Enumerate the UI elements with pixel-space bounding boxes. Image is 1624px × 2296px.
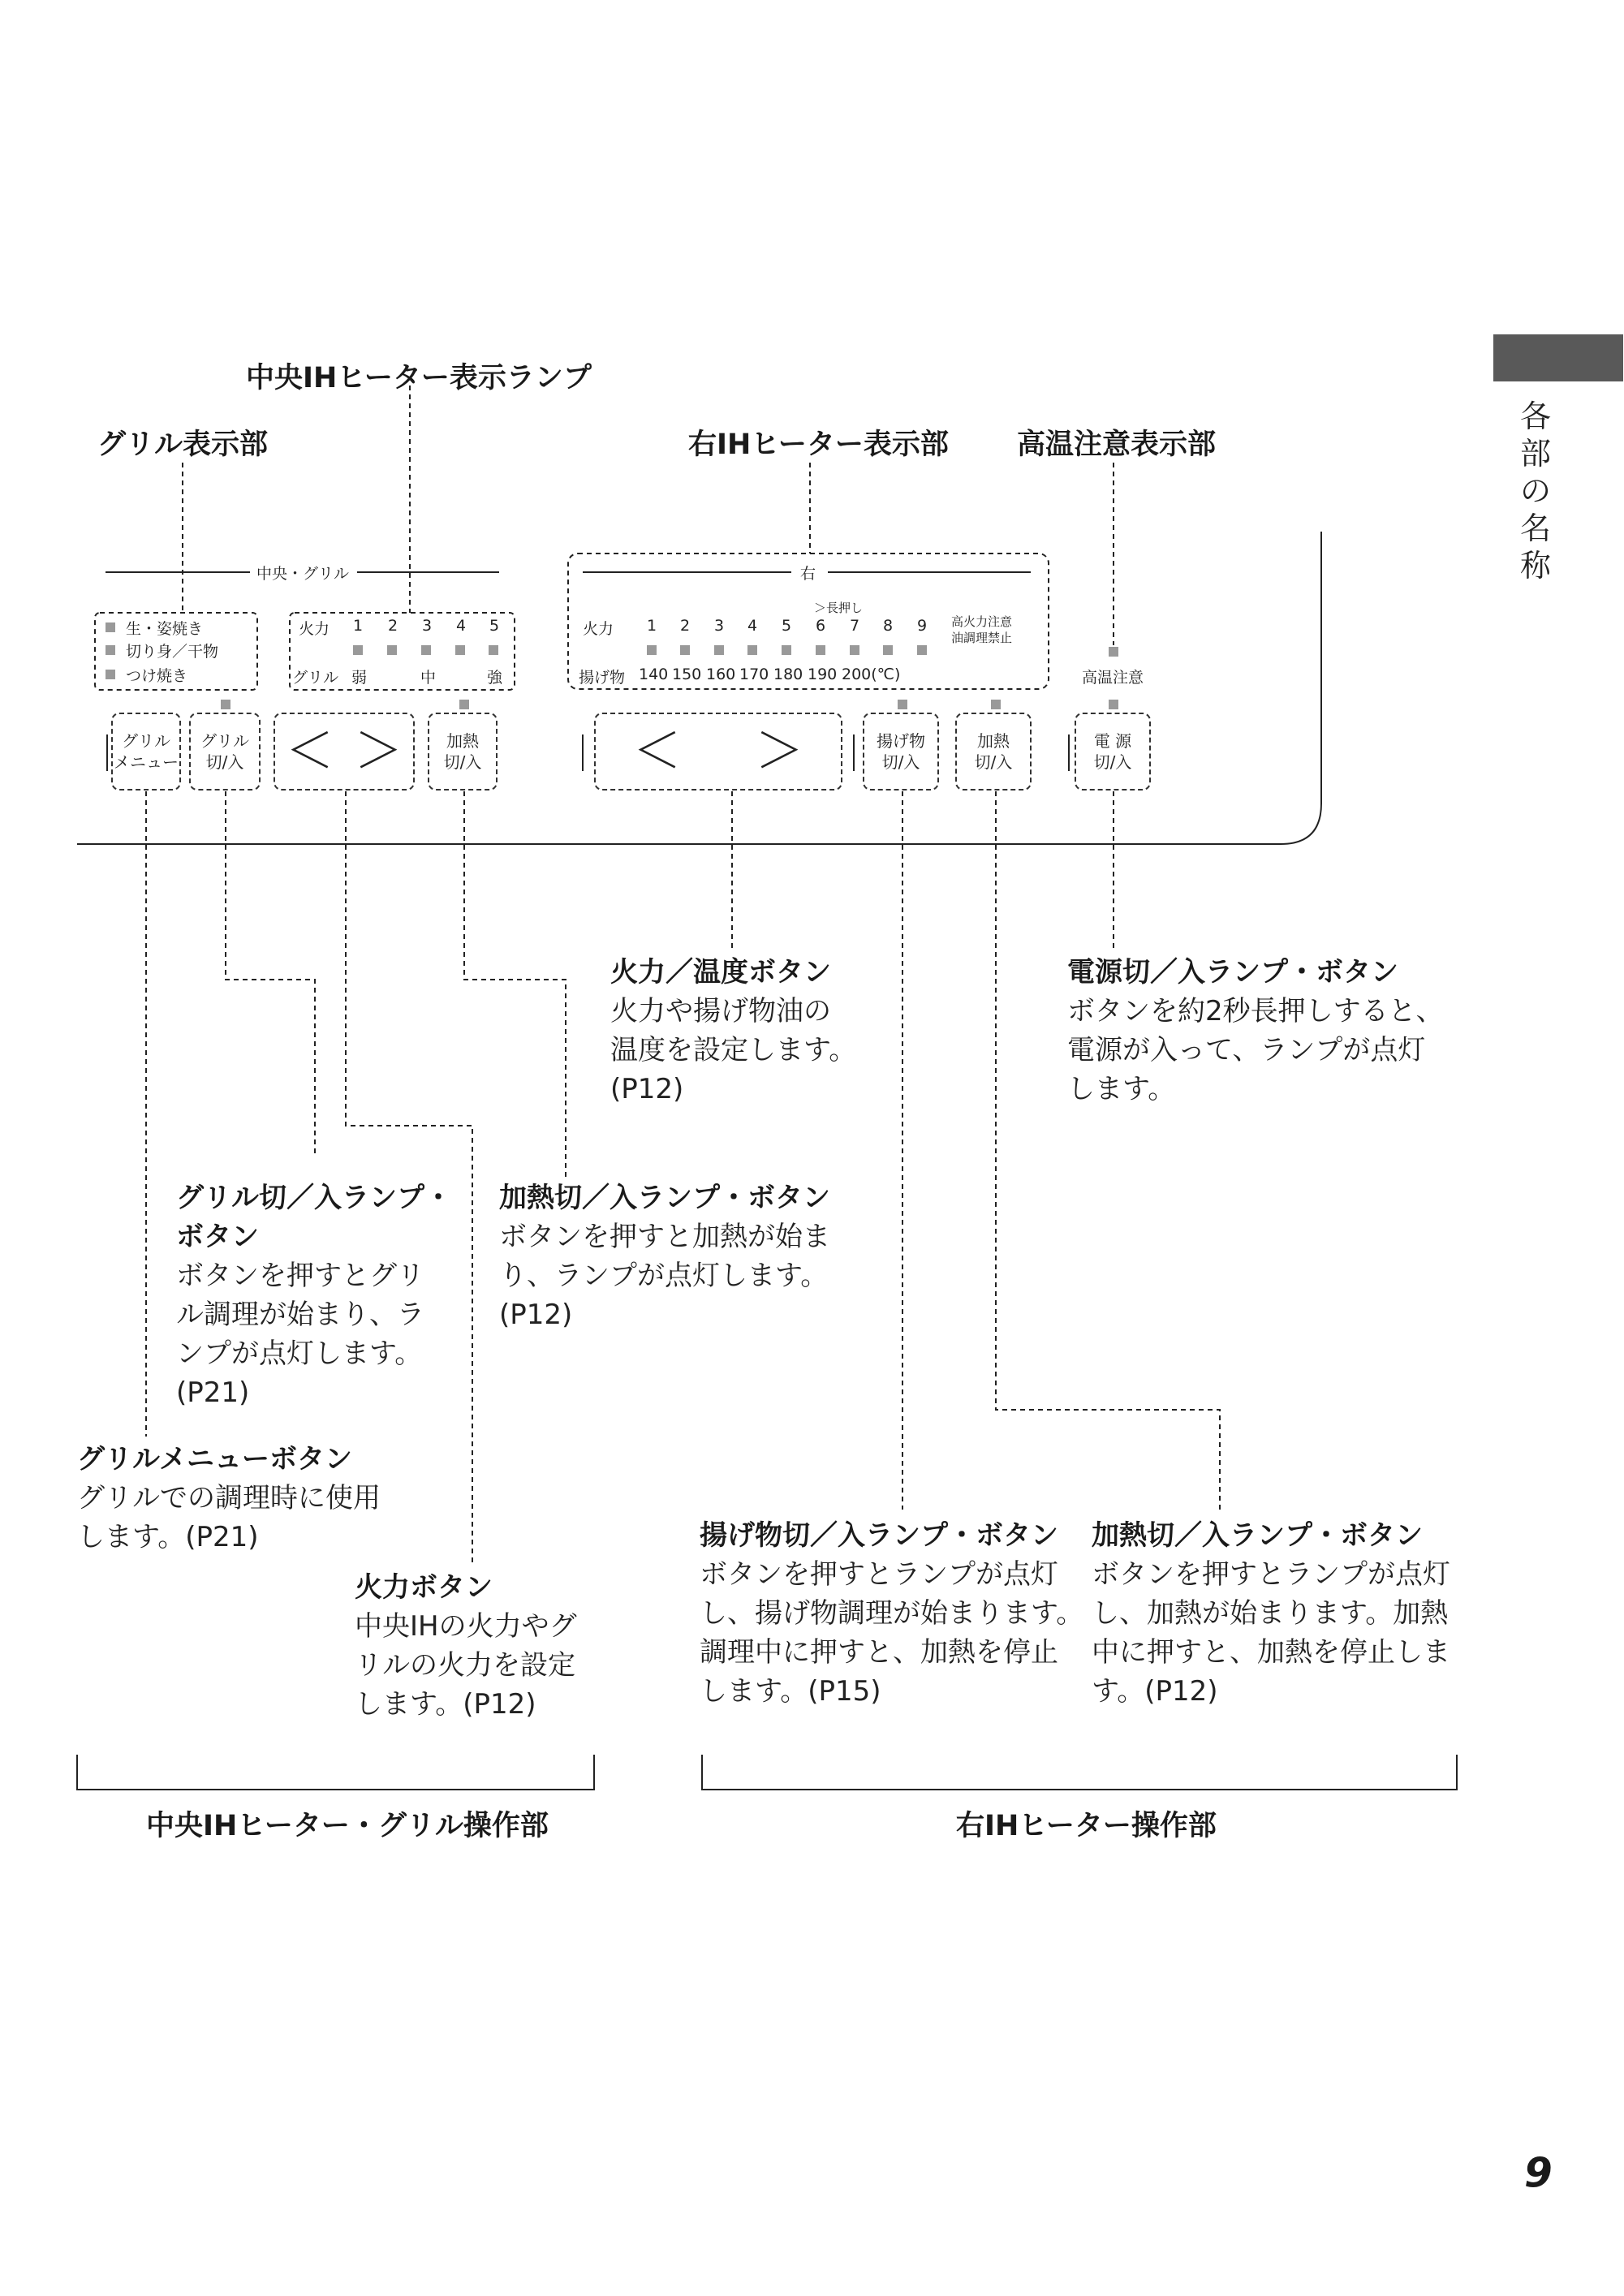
right-power-lamp (647, 645, 657, 655)
center-power-level: 2 (388, 617, 398, 635)
right-power-lamp (917, 645, 927, 655)
right-warning-1: 高火力注意 (951, 614, 1013, 629)
page-number: 9 (1524, 2149, 1553, 2196)
callout-text: 中央IHの火力やグ (355, 1610, 577, 1643)
power-lamp (1109, 700, 1118, 709)
right-power-lamp (816, 645, 825, 655)
callout-text: します。 (1067, 1073, 1176, 1105)
right-power-up-button[interactable]: ＞ (755, 723, 804, 780)
right-long-press: ＞長押し (814, 601, 864, 615)
center-power-buttons (274, 713, 415, 790)
callout-text: (P12) (499, 1299, 573, 1331)
callout-title: 加熱切／入ランプ・ボタン (499, 1182, 830, 1214)
callout-title: グリルメニューボタン (77, 1443, 352, 1475)
callout-text: します。(P12) (355, 1688, 536, 1721)
header-center-grill: 中央・グリル (256, 565, 350, 583)
grill-menu-item: つけ焼き (126, 667, 188, 685)
right-power-level: 6 (816, 617, 826, 635)
callout-text: します。(P21) (77, 1521, 259, 1553)
fry-on-off-button[interactable]: 揚げ物 切/入 (863, 713, 939, 790)
right-power-level: 5 (782, 617, 792, 635)
grill-lamp-1 (106, 622, 115, 632)
callout-grill-on-off (176, 1178, 452, 1412)
label-grill-display: グリル表示部 (97, 429, 269, 461)
center-heat-button[interactable]: 加熱 切/入 (428, 713, 498, 790)
callout-text: 火力や揚げ物油の (610, 995, 831, 1027)
right-power-level: 4 (747, 617, 758, 635)
right-power-level: 8 (883, 617, 894, 635)
callout-text: す。(P12) (1092, 1675, 1218, 1708)
bottom-label-right: 右IHヒーター操作部 (956, 1810, 1217, 1842)
callout-text: 電源が入って、ランプが点灯 (1067, 1034, 1426, 1066)
center-scale-grill: グリル (292, 669, 339, 687)
right-temp: 150 (672, 666, 702, 683)
right-power-lamp (747, 645, 757, 655)
center-heat-lamp (459, 700, 469, 709)
callout-text: (P21) (176, 1376, 250, 1409)
callout-text: 中に押すと、加熱を停止しま (1092, 1636, 1450, 1669)
right-power-level: 2 (680, 617, 691, 635)
callout-text: ボタンを押すとランプが点灯 (1092, 1558, 1450, 1591)
callout-text: (P12) (610, 1073, 684, 1105)
right-power-lamp (680, 645, 690, 655)
section-title-vertical: 各部の名称 (1519, 398, 1551, 584)
right-temp: 200(℃) (842, 666, 901, 683)
callout-fry-on-off (700, 1516, 1083, 1711)
callout-title: 火力ボタン (355, 1571, 493, 1604)
grill-menu-button[interactable]: グリル メニュー (111, 713, 181, 790)
label-high-temp-display: 高温注意表示部 (1017, 429, 1217, 461)
callout-text: り、ランプが点灯します。 (499, 1260, 829, 1292)
center-scale-strong: 強 (487, 669, 503, 687)
callout-text: します。(P15) (700, 1675, 881, 1708)
center-power-lamp (489, 645, 498, 655)
right-temp: 170 (739, 666, 769, 683)
center-power-level: 3 (422, 617, 433, 635)
callout-text: ボタンを押すとグリ (176, 1260, 424, 1292)
callout-power-temp (610, 953, 856, 1109)
right-temp: 160 (706, 666, 736, 683)
right-heat-button[interactable]: 加熱 切/入 (955, 713, 1032, 790)
center-power-lamp (353, 645, 363, 655)
callout-right-heat (1092, 1516, 1450, 1711)
right-fry-label: 揚げ物 (579, 669, 626, 687)
center-scale-weak: 弱 (351, 669, 368, 687)
label-right-ih-display: 右IHヒーター表示部 (688, 429, 949, 461)
callout-title: 火力／温度ボタン (610, 956, 831, 989)
callout-title: グリル切／入ランプ・ (176, 1182, 452, 1214)
callout-text: し、加熱が始まります。加熱 (1092, 1597, 1449, 1630)
center-power-label: 火力 (299, 620, 330, 638)
grill-on-off-button[interactable]: グリル 切/入 (189, 713, 261, 790)
high-temp-label: 高温注意 (1082, 669, 1144, 687)
grill-lamp-3 (106, 670, 115, 679)
callout-power-switch (1067, 953, 1444, 1109)
right-temp: 190 (808, 666, 838, 683)
right-temp: 140 (639, 666, 669, 683)
power-button[interactable]: 電 源 切/入 (1075, 713, 1151, 790)
high-temp-lamp (1109, 647, 1118, 657)
center-power-lamp (455, 645, 465, 655)
callout-title: ボタン (176, 1221, 259, 1253)
callout-text: し、揚げ物調理が始まります。 (700, 1597, 1084, 1630)
callout-text: 調理中に押すと、加熱を停止 (700, 1636, 1058, 1669)
right-power-level: 7 (850, 617, 860, 635)
callout-text: ボタンを約2秒長押しすると、 (1067, 995, 1444, 1027)
callout-text: ル調理が始まり、ラ (176, 1299, 424, 1331)
center-power-up-button[interactable]: ＞ (354, 723, 403, 780)
callout-text: グリルでの調理時に使用 (77, 1482, 381, 1514)
callout-power-button (355, 1568, 577, 1724)
grill-menu-item: 切り身／干物 (126, 643, 219, 661)
right-power-level: 9 (917, 617, 928, 635)
right-power-level: 1 (647, 617, 657, 635)
right-power-lamp (883, 645, 893, 655)
right-power-lamp (850, 645, 859, 655)
callout-text: ボタンを押すとランプが点灯 (700, 1558, 1058, 1591)
right-power-buttons (594, 713, 842, 790)
right-heat-lamp (991, 700, 1001, 709)
fry-on-off-lamp (898, 700, 907, 709)
right-power-lamp (714, 645, 724, 655)
label-center-ih-lamp: 中央IHヒーター表示ランプ (246, 362, 592, 394)
callout-text: 温度を設定します。 (610, 1034, 857, 1066)
callout-title: 電源切／入ランプ・ボタン (1067, 956, 1398, 989)
bottom-label-center: 中央IHヒーター・グリル操作部 (146, 1810, 549, 1842)
grill-lamp-2 (106, 645, 115, 655)
callout-grill-menu (77, 1440, 381, 1557)
center-power-lamp (387, 645, 397, 655)
right-temp: 180 (773, 666, 803, 683)
callout-text: リルの火力を設定 (355, 1649, 575, 1682)
grill-on-off-lamp (221, 700, 230, 709)
callout-text: ンプが点灯します。 (176, 1338, 423, 1370)
right-power-down-button[interactable]: ＜ (632, 723, 682, 780)
center-power-level: 4 (456, 617, 467, 635)
callout-text: ボタンを押すと加熱が始ま (499, 1221, 830, 1253)
center-power-level: 1 (353, 617, 364, 635)
right-power-label: 火力 (583, 620, 614, 638)
center-power-lamp (421, 645, 431, 655)
center-power-level: 5 (489, 617, 500, 635)
grill-menu-item: 生・姿焼き (126, 620, 204, 638)
right-power-level: 3 (714, 617, 725, 635)
header-right: 右 (800, 565, 816, 583)
center-scale-mid: 中 (420, 669, 437, 687)
callout-center-heat (499, 1178, 830, 1334)
right-power-lamp (782, 645, 791, 655)
callout-title: 加熱切／入ランプ・ボタン (1092, 1519, 1423, 1552)
center-power-down-button[interactable]: ＜ (285, 723, 334, 780)
right-warning-2: 油調理禁止 (951, 631, 1013, 645)
callout-title: 揚げ物切／入ランプ・ボタン (700, 1519, 1058, 1552)
